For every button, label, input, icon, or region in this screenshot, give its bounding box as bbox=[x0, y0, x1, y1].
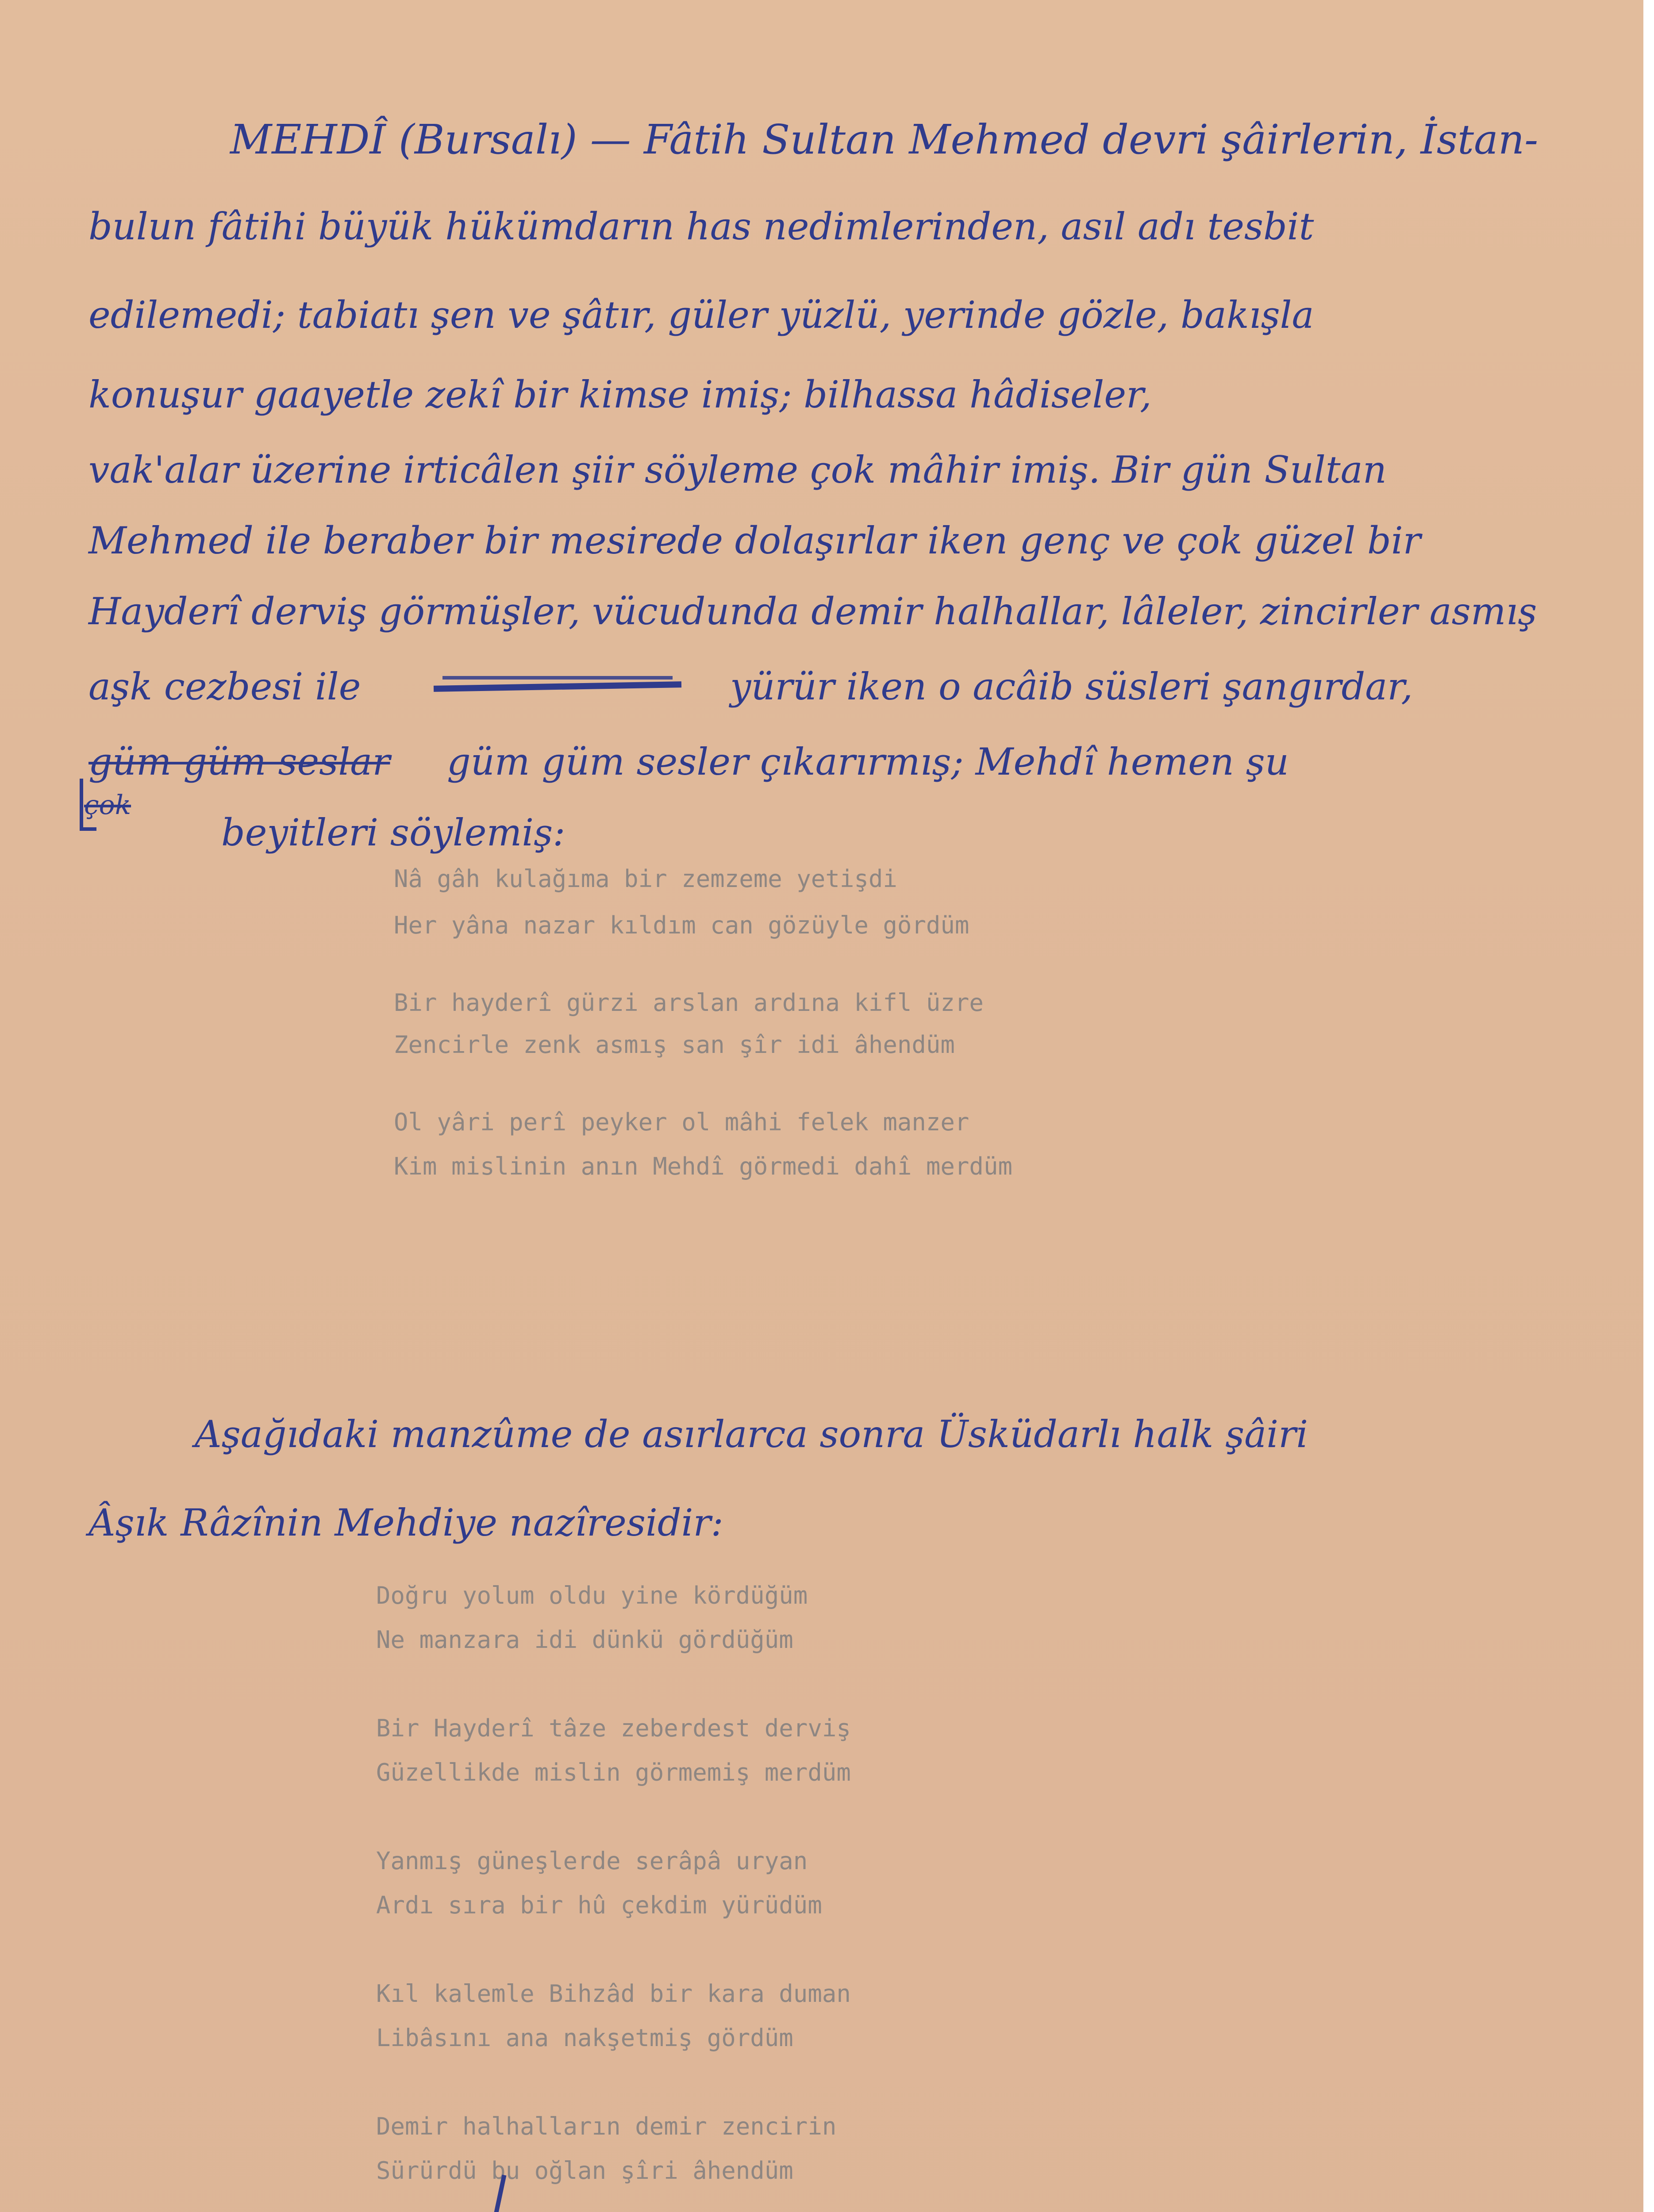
handwritten-line-1: MEHDÎ (Bursalı) — Fâtih Sultan Mehmed devri şâirlerin, İstan- bbox=[230, 116, 1539, 163]
poem1-line-2: Her yâna nazar kıldım can gözüyle gördüm bbox=[394, 911, 969, 939]
poem2-line-5: Yanmış güneşlerde serâpâ uryan bbox=[376, 1847, 808, 1875]
margin-mark: çok bbox=[84, 790, 131, 821]
handwritten-line-9: güm güm sesler çıkarırmış; Mehdî hemen şu bbox=[447, 740, 1289, 783]
handwritten-line-3: edilemedi; tabiatı şen ve şâtır, güler yüzlü, yerinde gözle, bakışla bbox=[88, 293, 1314, 337]
poem1-line-3: Bir hayderî gürzi arslan ardına kifl üzre bbox=[394, 989, 984, 1017]
poem2-line-4: Güzellikde mislin görmemiş merdüm bbox=[376, 1759, 851, 1786]
strike-scribble-2 bbox=[442, 676, 673, 680]
poem2-line-1: Doğru yolum oldu yine kördüğüm bbox=[376, 1582, 808, 1609]
poem2-line-6: Ardı sıra bir hû çekdim yürüdüm bbox=[376, 1891, 822, 1919]
handwritten-line-8a: aşk cezbesi ile bbox=[88, 665, 361, 708]
poem2-line-7: Kıl kalemle Bihzâd bir kara duman bbox=[376, 1980, 851, 2008]
poem2-line-10: Sürürdü bu oğlan şîri âhendüm bbox=[376, 2157, 793, 2185]
poem2-line-9: Demir halhalların demir zencirin bbox=[376, 2112, 837, 2140]
poem2-line-2: Ne manzara idi dünkü gördüğüm bbox=[376, 1626, 793, 1654]
poem2-line-3: Bir Hayderî tâze zeberdest derviş bbox=[376, 1714, 851, 1742]
handwritten-line-10: beyitleri söylemiş: bbox=[221, 811, 565, 854]
poem1-line-6: Kim mislinin anın Mehdî görmedi dahî merdüm bbox=[394, 1152, 1012, 1180]
handwritten-line-8b: yürür iken o acâib süsleri şangırdar, bbox=[730, 665, 1413, 708]
handwritten-line-2: bulun fâtihi büyük hükümdarın has nedimlerinden, asıl adı tesbit bbox=[88, 205, 1314, 248]
handwritten-line-4: konuşur gaayetle zekî bir kimse imiş; bilhassa hâdiseler, bbox=[88, 373, 1152, 416]
margin-bracket bbox=[80, 779, 96, 831]
handwritten-later-line-1: Aşağıdaki manzûme de asırlarca sonra Üsküdarlı halk şâiri bbox=[195, 1413, 1308, 1456]
handwritten-struck-phrase: güm güm seslar bbox=[88, 740, 390, 783]
page-edge bbox=[1643, 0, 1654, 2212]
poem1-line-4: Zencirle zenk asmış san şîr idi âhendüm bbox=[394, 1031, 955, 1059]
handwritten-later-line-2: Âşık Râzînin Mehdiye nazîresidir: bbox=[88, 1501, 723, 1544]
strike-scribble bbox=[434, 681, 681, 692]
poem2-line-8: Libâsını ana nakşetmiş gördüm bbox=[376, 2024, 793, 2052]
poem1-line-1: Nâ gâh kulağıma bir zemzeme yetişdi bbox=[394, 865, 897, 893]
handwritten-line-7: Hayderî derviş görmüşler, vücudunda demir halhallar, lâleler, zincirler asmış bbox=[88, 590, 1537, 633]
handwritten-line-5: vak'alar üzerine irticâlen şiir söyleme çok mâhir imiş. Bir gün Sultan bbox=[88, 448, 1387, 492]
handwritten-line-6: Mehmed ile beraber bir mesirede dolaşırlar iken genç ve çok güzel bir bbox=[88, 519, 1421, 562]
poem1-line-5: Ol yâri perî peyker ol mâhi felek manzer bbox=[394, 1108, 969, 1136]
